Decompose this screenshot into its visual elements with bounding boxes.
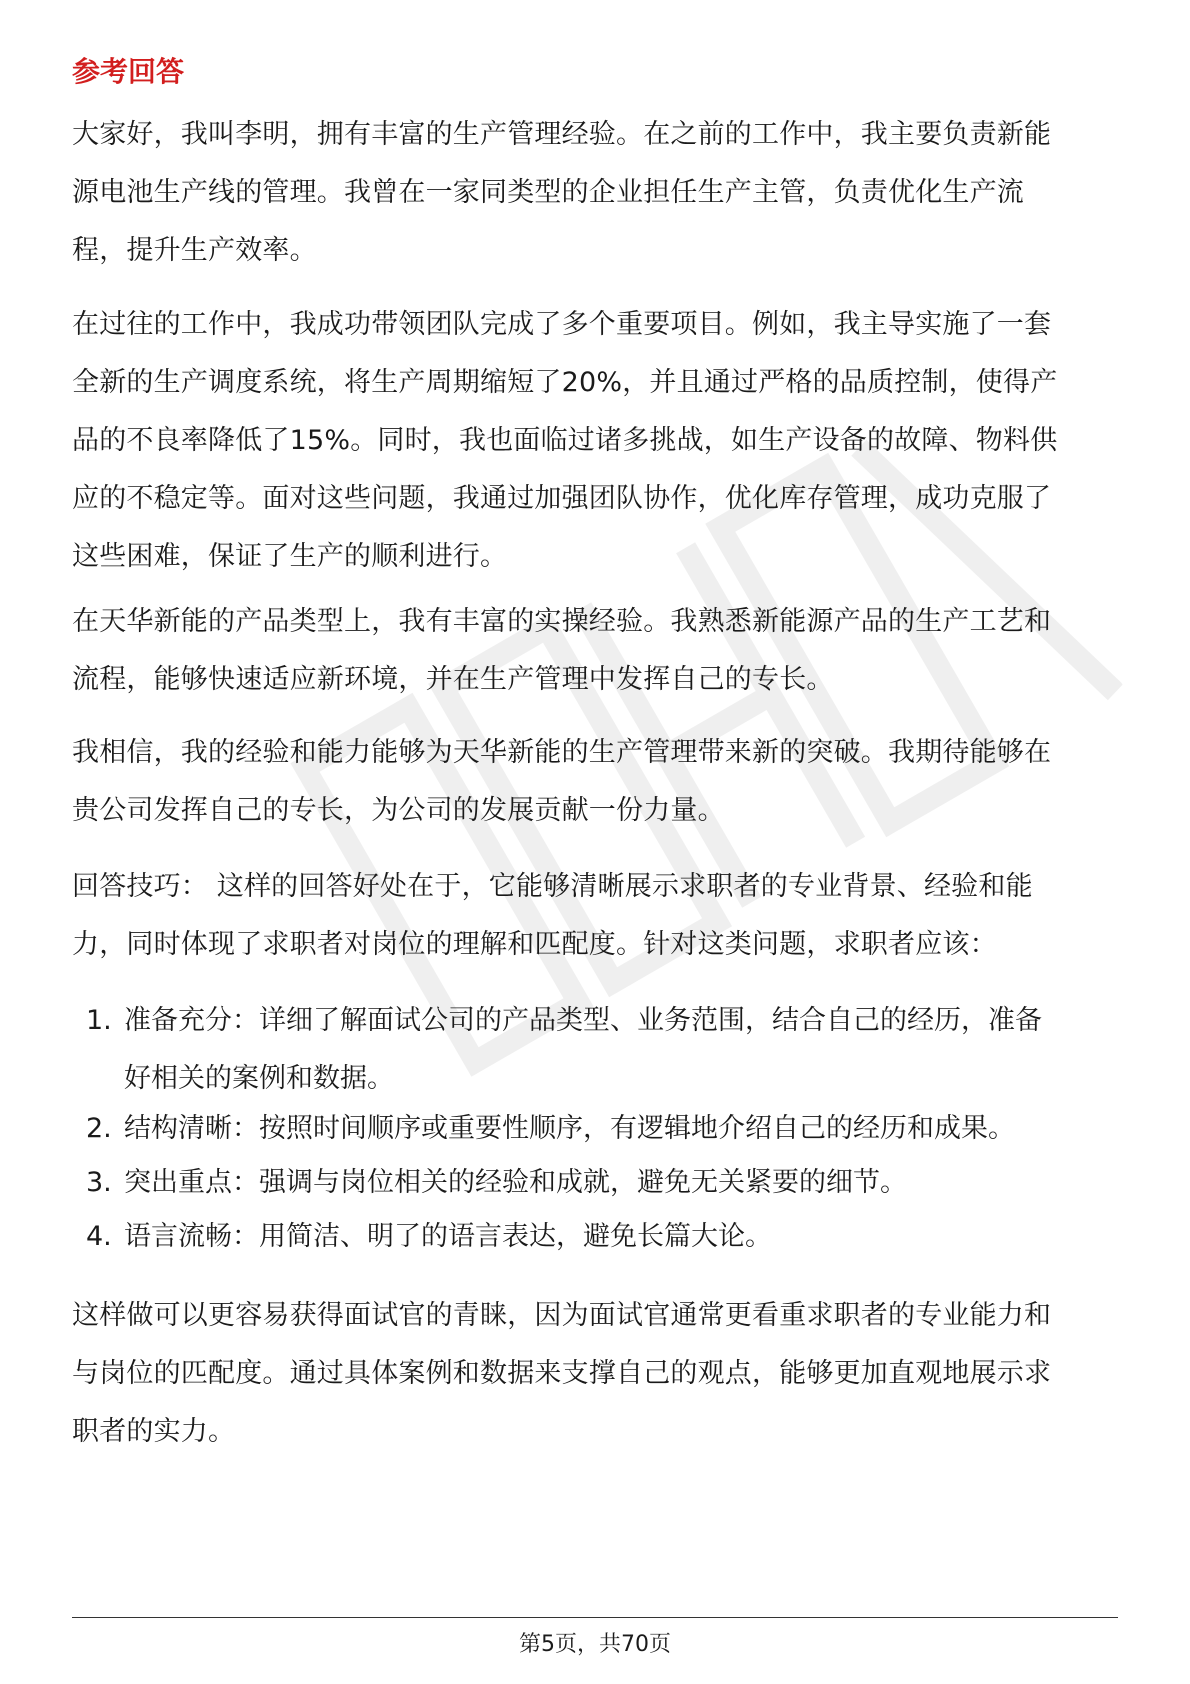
page-number: 第5页，共70页 xyxy=(519,1632,671,1657)
paragraph-product-experience xyxy=(72,593,1118,709)
text-line: 全新的生产调度系统，将生产周期缩短了20%，并且通过严格的品质控制，使得产 xyxy=(72,367,1058,398)
list-text: 准备充分：详细了解面试公司的产品类型、业务范围，结合自己的经历，准备 xyxy=(124,1005,1042,1036)
paragraph-closing xyxy=(72,1287,1118,1461)
list-number: 2. xyxy=(86,1113,112,1144)
footer-divider xyxy=(72,1617,1118,1618)
text-line: 与岗位的匹配度。通过具体案例和数据来支撑自己的观点，能够更加直观地展示求 xyxy=(72,1358,1052,1389)
list-number: 4. xyxy=(86,1221,112,1252)
text-line: 品的不良率降低了15%。同时，我也面临过诸多挑战，如生产设备的故障、物料供 xyxy=(72,425,1058,456)
section-heading: 参考回答 xyxy=(72,55,185,88)
text-line: 流程，能够快速适应新环境，并在生产管理中发挥自己的专长。 xyxy=(72,664,834,695)
list-text: 好相关的案例和数据。 xyxy=(124,1063,394,1094)
text-line: 力，同时体现了求职者对岗位的理解和匹配度。针对这类问题，求职者应该： xyxy=(72,929,997,960)
text-line: 在过往的工作中，我成功带领团队完成了多个重要项目。例如，我主导实施了一套 xyxy=(72,309,1052,340)
text-line: 应的不稳定等。面对这些问题，我通过加强团队协作，优化库存管理，成功克服了 xyxy=(72,483,1052,514)
text-line: 这样做可以更容易获得面试官的青睐，因为面试官通常更看重求职者的专业能力和 xyxy=(72,1300,1052,1331)
list-number: 1. xyxy=(86,1005,112,1036)
text-line: 程，提升生产效率。 xyxy=(72,235,317,266)
text-line: 大家好，我叫李明，拥有丰富的生产管理经验。在之前的工作中，我主要负责新能 xyxy=(72,119,1052,150)
text-line: 贵公司发挥自己的专长，为公司的发展贡献一份力量。 xyxy=(72,795,725,826)
text-line: 职者的实力。 xyxy=(72,1416,236,1447)
paragraph-intro xyxy=(72,106,1118,280)
text-line: 我相信，我的经验和能力能够为天华新能的生产管理带来新的突破。我期待能够在 xyxy=(72,737,1052,768)
paragraph-answer-tips xyxy=(72,858,1118,974)
paragraph-achievements xyxy=(72,296,1118,586)
paragraph-belief xyxy=(72,724,1118,840)
list-number: 3. xyxy=(86,1167,112,1198)
text-line: 在天华新能的产品类型上，我有丰富的实操经验。我熟悉新能源产品的生产工艺和 xyxy=(72,606,1052,637)
text-line: 源电池生产线的管理。我曾在一家同类型的企业担任生产主管，负责优化生产流 xyxy=(72,177,1024,208)
text-line: 回答技巧： 这样的回答好处在于，它能够清晰展示求职者的专业背景、经验和能 xyxy=(72,871,1033,902)
list-text: 突出重点：强调与岗位相关的经验和成就，避免无关紧要的细节。 xyxy=(124,1167,907,1198)
list-text: 语言流畅：用简洁、明了的语言表达，避免长篇大论。 xyxy=(124,1221,772,1252)
list-text: 结构清晰：按照时间顺序或重要性顺序，有逻辑地介绍自己的经历和成果。 xyxy=(124,1113,1015,1144)
text-line: 这些困难，保证了生产的顺利进行。 xyxy=(72,541,508,572)
